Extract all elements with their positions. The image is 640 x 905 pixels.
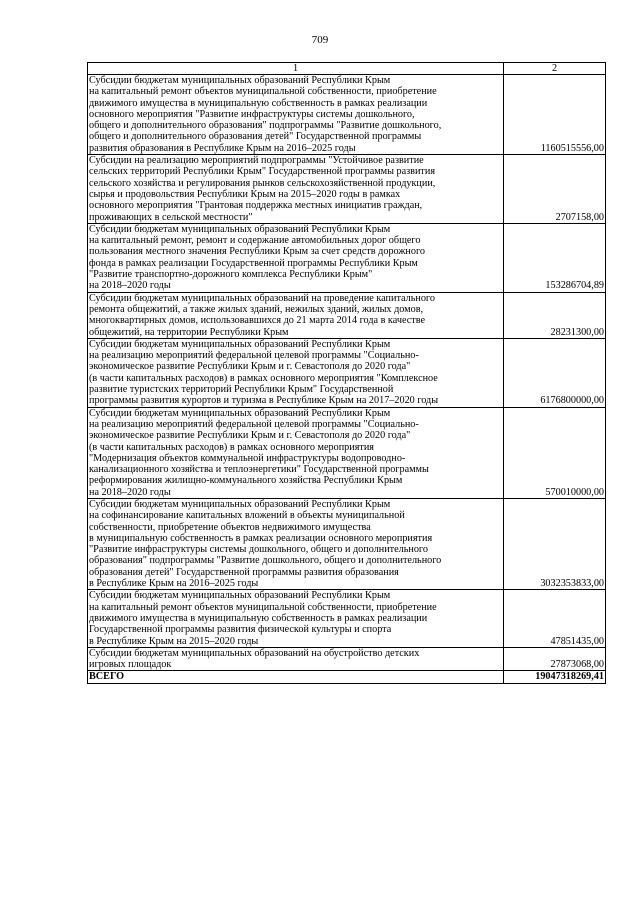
row-description: Субсидии бюджетам муниципальных образований Республики Крым на реализацию мероприятий федеральной целевой программы "Социально- экономическое развитие Республики Крым и г. Севастополя до 2020 года" (в части капитальных расходов) в рамках основного мероприятия "Модернизация объектов коммунальной инфраструктуры водопроводно- канализационного хозяйства и теплоэнергетики" Государственной программы реформирования жилищно-коммунального хозяйства Республики Крым на 2018–2020 годы bbox=[88, 407, 504, 498]
column-header-2: 2 bbox=[504, 63, 606, 75]
row-description: Субсидии бюджетам муниципальных образований Республики Крым на софинансирование капитальных вложений в объекты муниципальной собственности, приобретение объектов недвижимого имущества в муниципальную собственность в рамках реализации основного мероприятия "Развитие инфраструктуры системы дошкольного, общего и дополнительного образования" подпрограммы "Развитие дошкольного, общего и дополнительного образования детей" Государственной программы развития образования в Республике Крым на 2016–2025 годы bbox=[88, 498, 504, 589]
row-description: Субсидии бюджетам муниципальных образований Республики Крым на капитальный ремонт объектов муниципальной собственности, приобретение движимого имущества в муниципальную собственность в рамках реализации Государственной программы развития физической культуры и спорта в Республике Крым на 2015–2020 годы bbox=[88, 590, 504, 647]
total-amount: 19047318269,41 bbox=[504, 671, 606, 683]
column-header-1: 1 bbox=[88, 63, 504, 75]
row-amount: 28231300,00 bbox=[504, 292, 606, 338]
table-row bbox=[88, 155, 606, 224]
row-amount: 153286704,89 bbox=[504, 223, 606, 292]
row-amount: 27873068,00 bbox=[504, 647, 606, 671]
row-description: Субсидии бюджетам муниципальных образований Республики Крым на реализацию мероприятий федеральной целевой программы "Социально- экономическое развитие Республики Крым и г. Севастополя до 2020 года" (в части капитальных расходов) в рамках основного мероприятия "Комплексное развитие туристских территорий Республики Крым" Государственной программы развития курортов и туризма в Республике Крым на 2017–2020 годы bbox=[88, 338, 504, 407]
table-row bbox=[88, 223, 606, 292]
row-amount: 47851435,00 bbox=[504, 590, 606, 647]
row-description: Субсидии бюджетам муниципальных образований на обустройство детских игровых площадок bbox=[88, 647, 504, 671]
subsidies-table bbox=[87, 62, 606, 684]
table-row bbox=[88, 407, 606, 498]
table-row bbox=[88, 75, 606, 155]
total-row bbox=[88, 671, 606, 683]
row-amount: 6176800000,00 bbox=[504, 338, 606, 407]
row-description: Субсидии бюджетам муниципальных образований Республики Крым на капитальный ремонт объектов муниципальной собственности, приобретение движимого имущества в муниципальную собственность в рамках реализации основного мероприятия "Развитие инфраструктуры системы дошкольного, общего и дополнительного образования" подпрограммы "Развитие дошкольного, общего и дополнительного образования детей" Государственной программы развития образования в Республике Крым на 2016–2025 годы bbox=[88, 75, 504, 155]
row-amount: 570010000,00 bbox=[504, 407, 606, 498]
total-label: ВСЕГО bbox=[88, 671, 504, 683]
row-description: Субсидии на реализацию мероприятий подпрограммы "Устойчивое развитие сельских территорий Республики Крым" Государственной программы развития сельского хозяйства и регулирования рынков сельскохозяйственной продукции, сырья и продовольствия Республики Крым на 2015–2020 годы в рамках основного мероприятия "Грантовая поддержка местных инициатив граждан, проживающих в сельской местности" bbox=[88, 155, 504, 224]
table-row bbox=[88, 498, 606, 589]
table-row bbox=[88, 338, 606, 407]
row-description: Субсидии бюджетам муниципальных образований Республики Крым на капитальный ремонт, ремонт и содержание автомобильных дорог общего пользования местного значения Республики Крым за счет средств дорожного фонда в рамках реализации Государственной программы Республики Крым "Развитие транспортно-дорожного комплекса Республики Крым" на 2018–2020 годы bbox=[88, 223, 504, 292]
table-header-row bbox=[88, 63, 606, 75]
table-row bbox=[88, 292, 606, 338]
row-amount: 2707158,00 bbox=[504, 155, 606, 224]
row-amount: 1160515556,00 bbox=[504, 75, 606, 155]
row-amount: 3032353833,00 bbox=[504, 498, 606, 589]
table-row bbox=[88, 590, 606, 647]
table-row bbox=[88, 647, 606, 671]
page-number: 709 bbox=[311, 34, 329, 46]
row-description: Субсидии бюджетам муниципальных образований на проведение капитального ремонта общежитий, а также жилых зданий, нежилых зданий, жилых домов, многоквартирных домов, использовавшихся до 21 марта 2014 года в качестве общежитий, на территории Республики Крым bbox=[88, 292, 504, 338]
